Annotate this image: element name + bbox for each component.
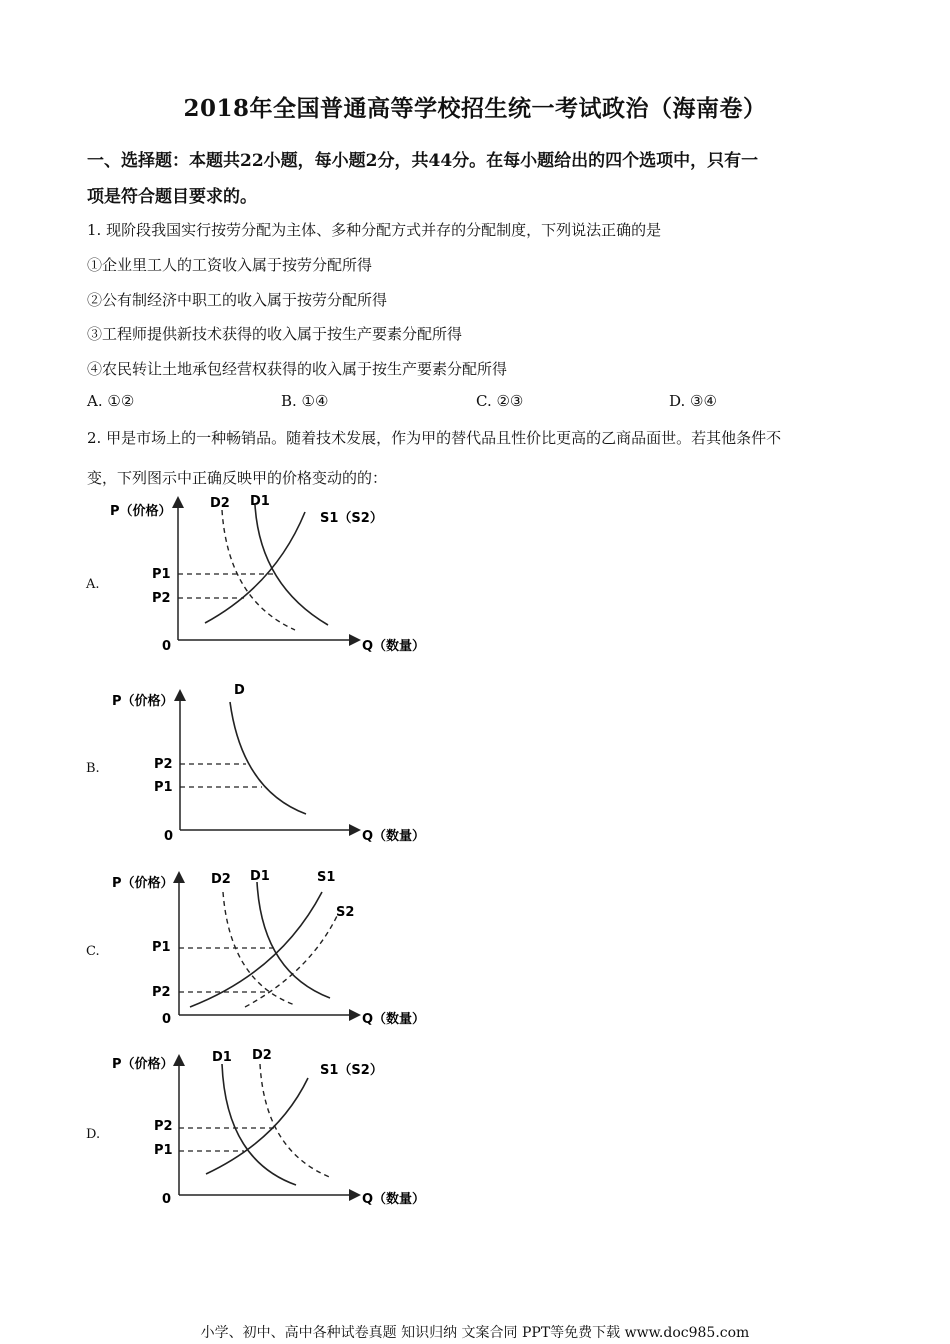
graph-b-d-label: D — [234, 683, 245, 698]
graph-d-q-axis-label: Q（数量） — [362, 1192, 426, 1207]
question-1-option-b: B. ①④ — [281, 392, 329, 410]
graph-b-q-axis-label: Q（数量） — [362, 829, 426, 844]
question-1-item-4: ④农民转让土地承包经营权获得的收入属于按生产要素分配所得 — [87, 360, 508, 378]
graph-d-p-axis-label: P（价格） — [112, 1057, 174, 1072]
graph-a-q-axis-label: Q（数量） — [362, 639, 426, 654]
graph-c — [100, 862, 440, 1032]
question-1-option-c: C. ②③ — [476, 392, 524, 410]
graph-c-demand-d1-curve — [257, 882, 330, 998]
graph-d-supply-label: S1（S2） — [320, 1063, 383, 1078]
graph-c-supply-s2-curve — [245, 914, 338, 1007]
graph-c-d1-label: D1 — [250, 869, 270, 884]
graph-a-origin: 0 — [162, 639, 172, 654]
graph-d-d1-label: D1 — [212, 1050, 232, 1065]
graph-a-p1-label: P1 — [152, 567, 171, 582]
question-1-item-1: ①企业里工人的工资收入属于按劳分配所得 — [87, 256, 373, 274]
question-2-stem-line1: 2. 甲是市场上的一种畅销品。随着技术发展，作为甲的替代品且性价比更高的乙商品面世。若其他条件不 — [87, 429, 782, 447]
graph-c-origin: 0 — [162, 1012, 172, 1027]
page-title: 2018年全国普通高等学校招生统一考试政治（海南卷） — [183, 95, 767, 122]
graph-b-p1-label: P1 — [154, 780, 173, 795]
question-2-stem-line2: 变，下列图示中正确反映甲的价格变动的的： — [87, 469, 388, 487]
graph-a-p-axis-label: P（价格） — [110, 504, 172, 519]
graph-c-p1-label: P1 — [152, 940, 171, 955]
graph-d-supply-curve — [206, 1078, 308, 1174]
graph-b-origin: 0 — [164, 829, 174, 844]
question-1-option-d: D. ③④ — [669, 392, 717, 410]
page-footer: 小学、初中、高中各种试卷真题 知识归纳 文案合同 PPT等免费下载 www.doc985.com — [200, 1325, 750, 1341]
graph-c-p2-label: P2 — [152, 985, 171, 1000]
graph-c-s1-label: S1 — [317, 870, 336, 885]
question-1-stem: 1. 现阶段我国实行按劳分配为主体、多种分配方式并存的分配制度，下列说法正确的是 — [87, 221, 662, 239]
graph-d-demand-d1-curve — [222, 1064, 296, 1185]
graph-c-s2-label: S2 — [336, 905, 355, 920]
graph-c-option-label: C. — [86, 944, 100, 959]
graph-b-p2-label: P2 — [154, 757, 173, 772]
graph-d-p2-label: P2 — [154, 1119, 173, 1134]
graph-a-option-label: A. — [86, 577, 100, 592]
graph-a-d2-label: D2 — [210, 496, 230, 511]
graph-b-p-axis-label: P（价格） — [112, 694, 174, 709]
graph-d-demand-d2-curve — [260, 1064, 332, 1178]
question-1-item-2: ②公有制经济中职工的收入属于按劳分配所得 — [87, 291, 388, 309]
graph-a-supply-curve — [205, 512, 305, 623]
question-1-option-a: A. ①② — [87, 392, 135, 410]
graph-a-p2-label: P2 — [152, 591, 171, 606]
question-1-item-3: ③工程师提供新技术获得的收入属于按生产要素分配所得 — [87, 325, 463, 343]
graph-c-d2-label: D2 — [211, 872, 231, 887]
graph-d-option-label: D. — [86, 1127, 101, 1142]
section-heading-line1: 一、选择题：本题共22小题，每小题2分，共44分。在每小题给出的四个选项中，只有一 — [87, 151, 759, 171]
graph-b-option-label: B. — [86, 761, 100, 776]
graph-a-supply-label: S1（S2） — [320, 511, 383, 526]
graph-a-demand-d1-curve — [255, 505, 328, 625]
graph-d-d2-label: D2 — [252, 1048, 272, 1063]
section-heading-line2: 项是符合题目要求的。 — [87, 187, 257, 207]
graph-a — [100, 490, 440, 660]
graph-a-d1-label: D1 — [250, 494, 270, 509]
graph-c-p-axis-label: P（价格） — [112, 876, 174, 891]
graph-d — [100, 1042, 440, 1212]
graph-c-supply-s1-curve — [190, 892, 322, 1007]
graph-c-q-axis-label: Q（数量） — [362, 1012, 426, 1027]
graph-b-demand-curve — [230, 702, 306, 814]
graph-b — [100, 680, 440, 850]
graph-d-p1-label: P1 — [154, 1143, 173, 1158]
graph-d-origin: 0 — [162, 1192, 172, 1207]
